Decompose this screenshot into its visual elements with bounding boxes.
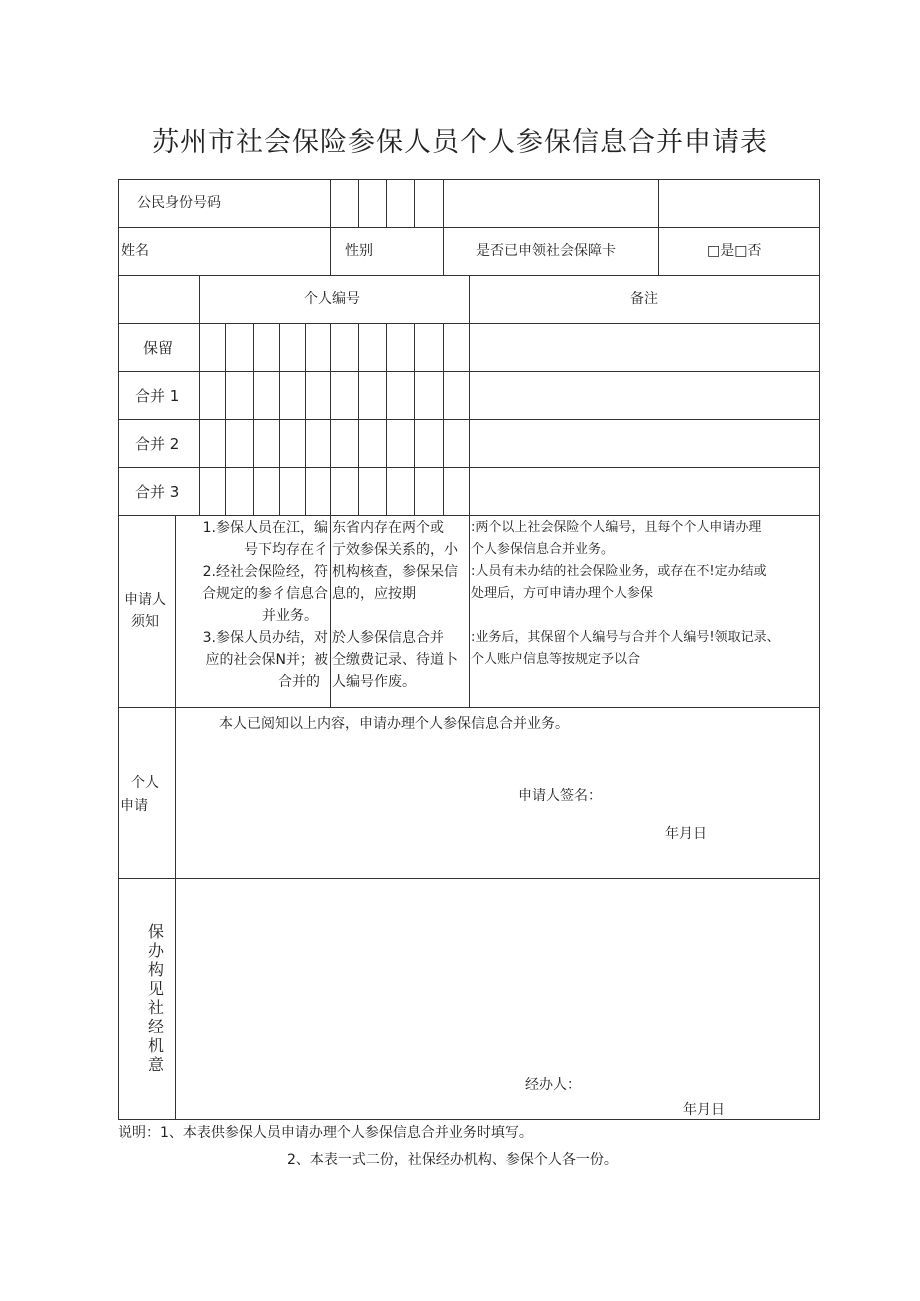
notice-text: 合并的: [278, 674, 320, 690]
notice-text: 1.参保人员在江，编: [202, 520, 328, 536]
grid-line: [386, 179, 387, 227]
social-card-checkboxes[interactable]: □是□否: [707, 243, 762, 259]
footer-note-1: 说明：1、本表供参保人员申请办理个人参保信息合并业务时填写。: [118, 1125, 533, 1141]
agency-date-label[interactable]: 年月日: [683, 1102, 725, 1118]
row-label-merge2: 合并 2: [135, 435, 180, 453]
notice-column-2: [332, 517, 468, 705]
notice-text: 3.参保人员办结，对: [202, 630, 328, 646]
grid-line: [118, 227, 820, 228]
grid-line: [225, 323, 226, 515]
social-card-question: 是否已申领社会保障卡: [476, 243, 616, 259]
notice-text: :人员有未办结的社会保险业务，或存在不!定办结或: [471, 564, 767, 579]
notice-text: 东省内存在两个或: [332, 520, 444, 536]
grid-line: [253, 323, 254, 515]
grid-line: [330, 227, 331, 275]
grid-line: [175, 707, 176, 1120]
grid-line: [330, 323, 331, 515]
applicant-signature-label[interactable]: 申请人签名：: [518, 788, 602, 804]
agency-opinion-label: 保办构见社经机意: [147, 922, 164, 1074]
grid-line: [199, 275, 200, 515]
notice-label-line2: 须知: [131, 614, 159, 630]
grid-line: [118, 179, 820, 180]
personal-apply-statement: 本人已阅知以上内容，申请办理个人参保信息合并业务。: [219, 716, 569, 732]
notice-text: 於人参保信息合并: [332, 630, 444, 646]
grid-line: [819, 179, 820, 1120]
notice-text: 个人参保信息合并业务。: [471, 542, 615, 557]
grid-line: [443, 227, 444, 275]
row-label-merge3: 合并 3: [135, 483, 180, 501]
row-label-keep: 保留: [143, 339, 174, 357]
page-title: 苏州市社会保险参保人员个人参保信息合并申请表: [152, 127, 768, 158]
handler-label[interactable]: 经办人：: [525, 1077, 581, 1093]
notice-text: 号下均存在彳: [244, 542, 328, 558]
notice-column-3: [471, 517, 818, 705]
notice-column-1: [180, 517, 328, 705]
grid-line: [658, 179, 659, 227]
grid-line: [443, 179, 444, 227]
notice-text: 息的，应按期: [332, 586, 416, 602]
notice-text: :两个以上社会保险个人编号，且每个个人申请办理: [471, 520, 762, 535]
grid-line: [386, 323, 387, 515]
footer-note-2: 2、本表一式二份，社保经办机构、参保个人各一份。: [287, 1152, 618, 1168]
notice-text: 2.经社会保险经，符: [202, 564, 328, 580]
notice-text: 亍效参保关系的，小: [332, 542, 458, 558]
grid-line: [443, 323, 444, 515]
id-number-label: 公民身份号码: [137, 195, 221, 211]
notice-text: 应的社会保N并；被: [205, 652, 328, 668]
grid-line: [358, 179, 359, 227]
grid-line: [414, 323, 415, 515]
notice-text: [471, 605, 818, 627]
personal-apply-label-line2: 申请: [120, 798, 148, 814]
grid-line: [118, 1119, 820, 1120]
grid-line: [175, 515, 176, 707]
remark-header: 备注: [630, 291, 658, 307]
apply-date-label[interactable]: 年月日: [665, 826, 707, 842]
notice-text: 并业务。: [262, 608, 318, 624]
personal-apply-label-line1: 个人: [131, 775, 159, 791]
grid-line: [118, 179, 119, 1120]
personal-number-header: 个人编号: [304, 291, 360, 307]
name-label: 姓名: [121, 243, 149, 259]
grid-line: [358, 323, 359, 515]
notice-text: 机构核查，参保呆信: [332, 564, 458, 580]
notice-text: 处理后，方可申请办理个人参保: [471, 586, 654, 601]
notice-text: [332, 605, 468, 627]
grid-line: [414, 179, 415, 227]
grid-line: [279, 323, 280, 515]
notice-text: 人编号作废。: [332, 674, 416, 690]
grid-line: [118, 878, 820, 879]
notice-text: 合规定的参彳信息合: [202, 586, 328, 602]
notice-label-line1: 申请人: [124, 592, 166, 608]
notice-text: :业务后，其保留个人编号与合并个人编号!领取记录、: [471, 630, 780, 645]
notice-text: 个人账户信息等按规定予以合: [471, 652, 641, 667]
grid-line: [658, 227, 659, 275]
grid-line: [469, 515, 470, 707]
grid-line: [118, 707, 820, 708]
grid-line: [330, 515, 331, 707]
grid-line: [305, 323, 306, 515]
row-label-merge1: 合并 1: [135, 387, 180, 405]
grid-line: [469, 275, 470, 515]
notice-text: 仝缴费记录、待道卜: [332, 652, 458, 668]
gender-label: 性别: [345, 243, 373, 259]
grid-line: [330, 179, 331, 227]
